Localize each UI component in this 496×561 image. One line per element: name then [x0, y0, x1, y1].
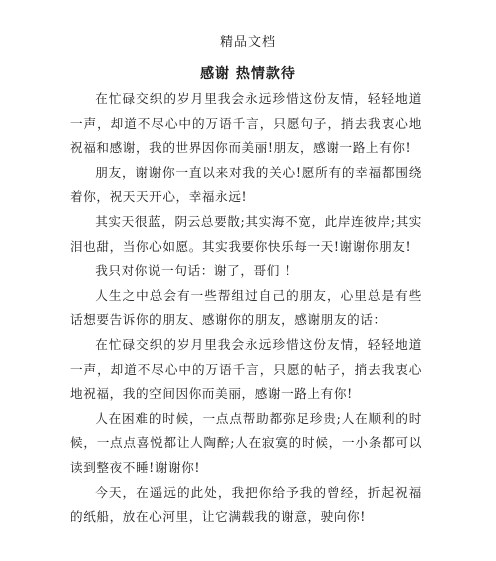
- paragraph: 人在困难的时候，一点点帮助都弥足珍贵;人在顺利的时候，一点点喜悦都让人陶醉;人在寂寞的时候，一小条都可以读到整夜不睡!谢谢你!: [70, 410, 422, 475]
- paragraph: 人生之中总会有一些帮组过自己的朋友，心里总是有些话想要告诉你的朋友、感谢你的朋友，感谢朋友的话：: [70, 287, 422, 328]
- paragraph: 其实天很蓝，阴云总要散;其实海不宽，此岸连彼岸;其实泪也甜，当你心如愿。其实我要你快乐每一天!谢谢你朋友!: [70, 213, 422, 254]
- paragraph: 今天，在遥远的此处，我把你给予我的曾经，折起祝福的纸船，放在心河里，让它满载我的谢意，驶向你!: [70, 484, 422, 525]
- page-header: 精品文档: [219, 35, 276, 50]
- paragraph: 朋友，谢谢你一直以来对我的关心!愿所有的幸福都围绕着你，祝天天开心，幸福永远!: [70, 164, 422, 205]
- document-body: [70, 87, 422, 530]
- paragraph: 我只对你说一句话：谢了，哥们 ！: [95, 263, 298, 279]
- paragraph: 在忙碌交织的岁月里我会永远珍惜这份友情，轻轻地道一声，却道不尽心中的万语千言，只愿句子，捎去我衷心地祝福和感谢，我的世界因你而美丽!朋友，感谢一路上有你!: [70, 91, 422, 156]
- document-title: 感谢 热情款待: [200, 66, 296, 82]
- paragraph: 在忙碌交织的岁月里我会永远珍惜这份友情，轻轻地道一声，却道不尽心中的万语千言，只愿的帖子，捎去我衷心地祝福，我的空间因你而美丽，感谢一路上有你!: [70, 336, 422, 402]
